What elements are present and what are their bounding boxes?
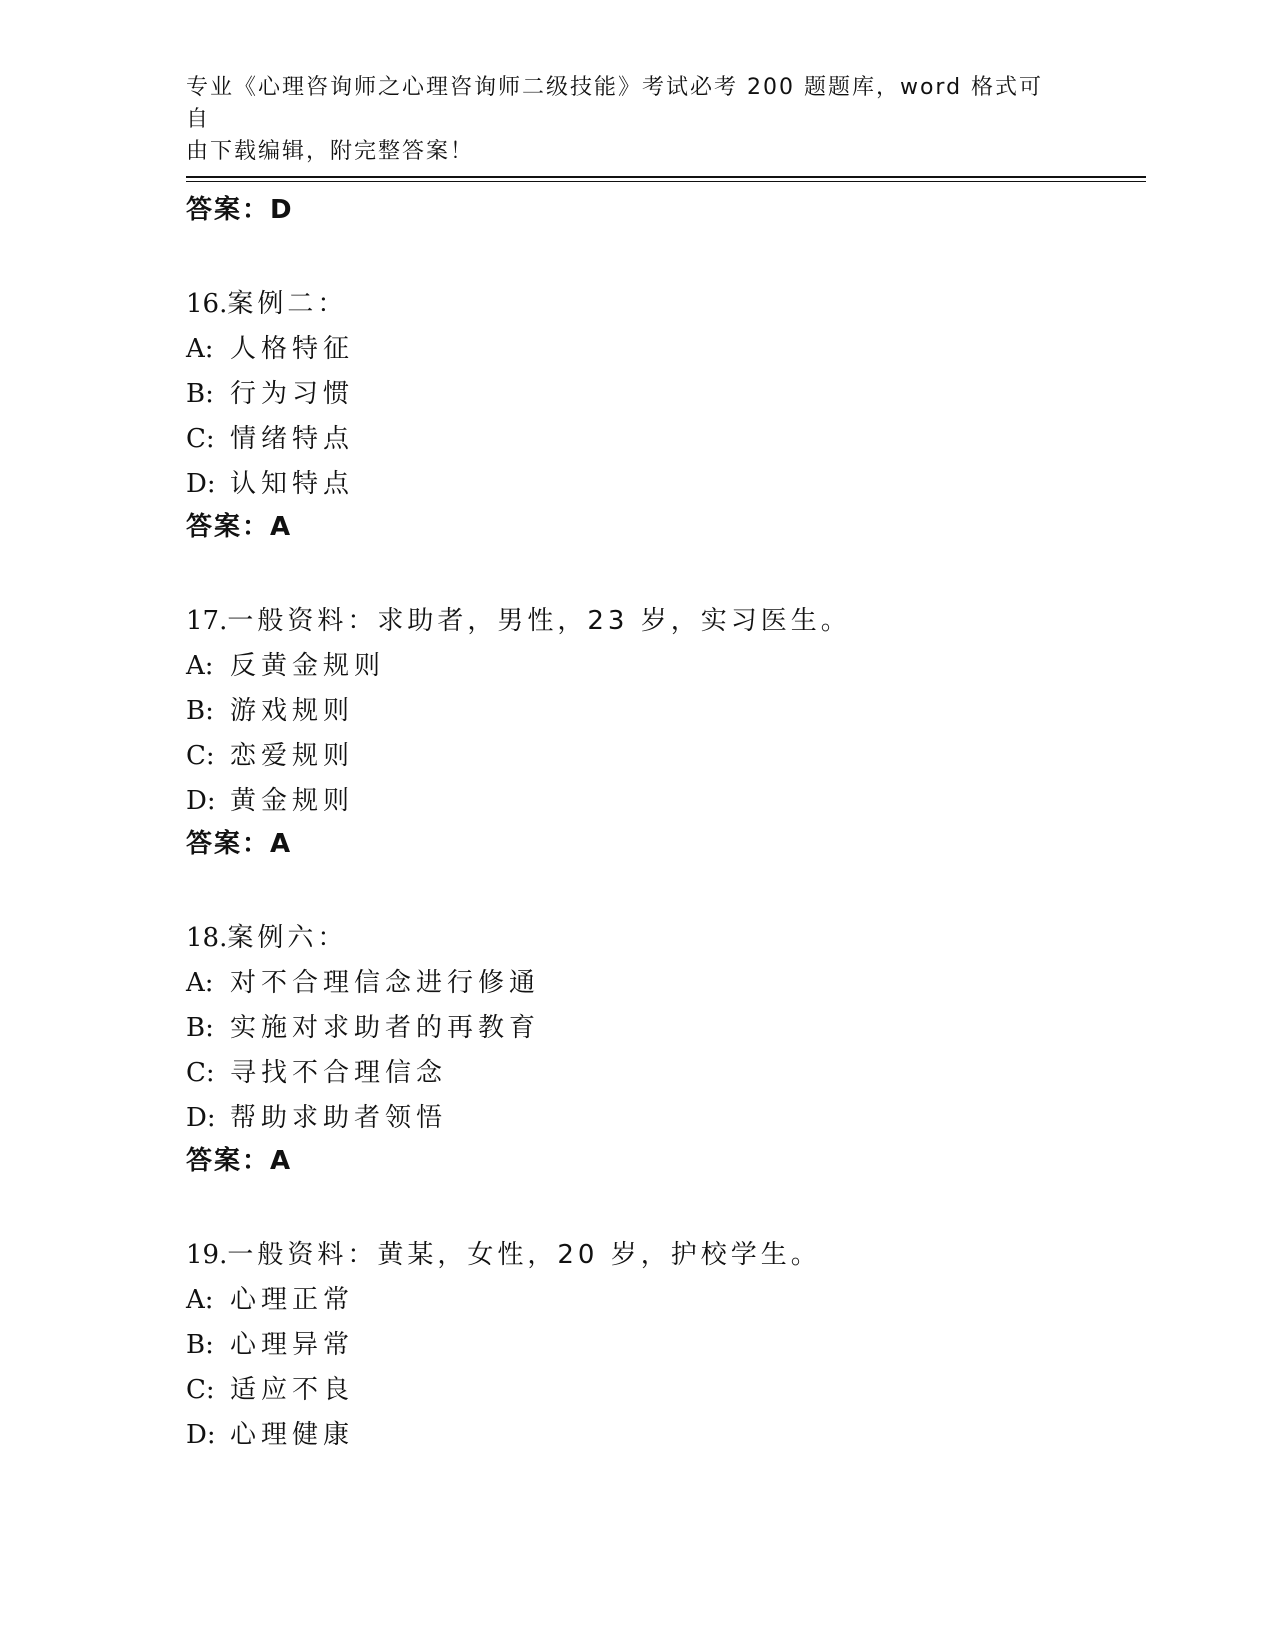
question-number: 18. (186, 923, 228, 953)
spacer (186, 547, 1146, 599)
question-stem (186, 282, 1146, 327)
header-divider-thin (186, 181, 1146, 182)
option-text: 恋爱规则 (230, 741, 355, 771)
question-list (186, 190, 1146, 1458)
question-text: 案例六： (227, 923, 348, 953)
option-letter: B: (186, 696, 214, 726)
option-letter: B: (186, 1013, 214, 1043)
question-17 (186, 599, 1146, 864)
option-b (186, 372, 1146, 417)
option-letter: A: (186, 651, 214, 681)
option-text: 行为习惯 (230, 379, 355, 409)
question-text: 一般资料：求助者，男性，23 岁，实习医生。 (227, 606, 851, 636)
option-letter: A: (186, 1285, 214, 1315)
option-text: 对不合理信念进行修通 (230, 968, 541, 998)
option-a (186, 1278, 1146, 1323)
spacer (186, 864, 1146, 916)
question-19 (186, 1233, 1146, 1458)
option-letter: D: (186, 469, 216, 499)
question-text: 一般资料：黄某，女性，20 岁，护校学生。 (227, 1240, 821, 1270)
answer-line: 答案：A (186, 829, 293, 859)
header-line-2: 由下载编辑，附完整答案！ (186, 139, 475, 164)
option-text: 黄金规则 (230, 786, 355, 816)
option-letter: B: (186, 1330, 214, 1360)
option-d (186, 1413, 1146, 1458)
header-line-1: 专业《心理咨询师之心理咨询师二级技能》考试必考 200 题题库，word 格式可自 (186, 75, 1044, 132)
question-number: 17. (186, 606, 228, 636)
question-text: 案例二： (227, 289, 348, 319)
question-stem (186, 916, 1146, 961)
option-c (186, 1368, 1146, 1413)
document-header (186, 72, 1066, 168)
option-letter: A: (186, 968, 214, 998)
answer-line: 答案：A (186, 512, 293, 542)
option-letter: C: (186, 1375, 215, 1405)
option-letter: C: (186, 1058, 215, 1088)
question-number: 19. (186, 1240, 228, 1270)
answer-line: 答案：D (186, 195, 294, 225)
option-c (186, 417, 1146, 462)
question-16 (186, 282, 1146, 547)
option-d (186, 462, 1146, 507)
option-b (186, 689, 1146, 734)
option-text: 心理异常 (230, 1330, 355, 1360)
option-text: 心理健康 (230, 1420, 355, 1450)
option-a (186, 961, 1146, 1006)
option-a (186, 644, 1146, 689)
answer-line: 答案：A (186, 1146, 293, 1176)
option-text: 认知特点 (230, 469, 355, 499)
option-text: 寻找不合理信念 (230, 1058, 448, 1088)
option-text: 反黄金规则 (230, 651, 386, 681)
option-letter: B: (186, 379, 214, 409)
option-letter: D: (186, 1420, 216, 1450)
option-letter: D: (186, 786, 216, 816)
question-number: 16. (186, 289, 228, 319)
option-a (186, 327, 1146, 372)
option-b (186, 1323, 1146, 1368)
option-text: 人格特征 (230, 334, 355, 364)
option-letter: C: (186, 424, 215, 454)
option-d (186, 779, 1146, 824)
option-text: 情绪特点 (230, 424, 355, 454)
spacer (186, 1181, 1146, 1233)
option-text: 实施对求助者的再教育 (230, 1013, 541, 1043)
option-text: 适应不良 (230, 1375, 355, 1405)
option-text: 帮助求助者领悟 (230, 1103, 448, 1133)
option-b (186, 1006, 1146, 1051)
question-18 (186, 916, 1146, 1181)
option-d (186, 1096, 1146, 1141)
option-letter: C: (186, 741, 215, 771)
option-letter: A: (186, 334, 214, 364)
header-divider-thick (186, 176, 1146, 178)
option-c (186, 1051, 1146, 1096)
question-stem (186, 1233, 1146, 1278)
question-stem (186, 599, 1146, 644)
option-text: 游戏规则 (230, 696, 355, 726)
spacer (186, 230, 1146, 282)
option-c (186, 734, 1146, 779)
option-text: 心理正常 (230, 1285, 355, 1315)
option-letter: D: (186, 1103, 216, 1133)
